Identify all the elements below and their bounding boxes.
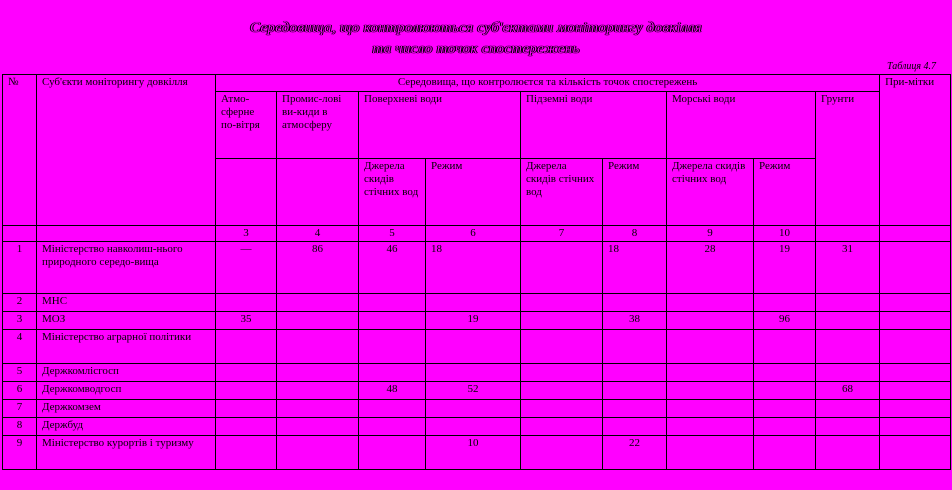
cell-sea-regime: [754, 330, 816, 364]
cell-ground-sources: [521, 418, 603, 436]
cell-surface-sources: [359, 364, 426, 382]
table-row: [3, 418, 951, 436]
cell-soils: 68: [816, 382, 880, 400]
cell-sea-sources: [667, 330, 754, 364]
header-subject: Суб'єкти моніторингу довкілля: [37, 75, 216, 226]
cell-surface-sources: 48: [359, 382, 426, 400]
table-label: Таблиця 4.7: [887, 61, 936, 72]
row-no: 3: [3, 312, 37, 330]
row-no: 2: [3, 294, 37, 312]
cell-ground-regime: 22: [603, 436, 667, 470]
header-soils: Грунти: [816, 92, 880, 226]
header-environments-group: Середовища, що контролюєтся та кількість точок спостережень: [216, 75, 880, 92]
cell-sea-regime: [754, 436, 816, 470]
cell-soils: [816, 294, 880, 312]
cell-notes: [880, 312, 951, 330]
table-row: [3, 400, 951, 418]
cell-ground-regime: [603, 294, 667, 312]
table-row: [3, 312, 951, 330]
cell-atmosphere: [216, 382, 277, 400]
cell-notes: [880, 418, 951, 436]
row-subject: МОЗ: [37, 312, 216, 330]
row-no: 7: [3, 400, 37, 418]
cell-sea-regime: 19: [754, 242, 816, 294]
cell-notes: [880, 242, 951, 294]
cell-ground-sources: [521, 382, 603, 400]
column-number: 10: [754, 226, 816, 242]
row-subject: Держкомзем: [37, 400, 216, 418]
cell-sea-regime: [754, 418, 816, 436]
row-no: 6: [3, 382, 37, 400]
cell-soils: [816, 400, 880, 418]
cell-soils: 31: [816, 242, 880, 294]
row-subject: Держбуд: [37, 418, 216, 436]
cell-atmosphere: [216, 418, 277, 436]
row-subject: Міністерство курортів і туризму: [37, 436, 216, 470]
title-line-2: та число точок спостережень: [372, 41, 580, 57]
document-title: [0, 18, 952, 60]
cell-sea-sources: [667, 436, 754, 470]
header-ground-regime: Режим: [603, 159, 667, 226]
cell-atmosphere: [216, 294, 277, 312]
table-row: [3, 436, 951, 470]
cell-sea-regime: [754, 294, 816, 312]
cell-ground-sources: [521, 294, 603, 312]
cell-atmosphere: [216, 330, 277, 364]
cell-sea-regime: [754, 364, 816, 382]
row-no: 5: [3, 364, 37, 382]
cell-ground-sources: [521, 312, 603, 330]
cell-ground-sources: [521, 242, 603, 294]
cell-surface-regime: [426, 418, 521, 436]
table-row: [3, 330, 951, 364]
table-row: [3, 382, 951, 400]
cell-surface-sources: [359, 436, 426, 470]
cell-sea-sources: [667, 382, 754, 400]
table-row: [3, 242, 951, 294]
cell-emissions: 86: [277, 242, 359, 294]
cell-surface-sources: 46: [359, 242, 426, 294]
cell-atmosphere: [216, 436, 277, 470]
header-ground-waters: Підземні води: [521, 92, 667, 159]
cell-surface-regime: 52: [426, 382, 521, 400]
table-row: [3, 294, 951, 312]
row-subject: Міністерство аграрної політики: [37, 330, 216, 364]
cell-emissions: [277, 436, 359, 470]
cell-notes: [880, 294, 951, 312]
cell-sea-regime: 96: [754, 312, 816, 330]
cell-soils: [816, 418, 880, 436]
cell-ground-regime: [603, 330, 667, 364]
cell-notes: [880, 364, 951, 382]
header-sea-regime: Режим: [754, 159, 816, 226]
cell-sea-sources: [667, 312, 754, 330]
cell-atmosphere: [216, 400, 277, 418]
cell-emissions: [277, 418, 359, 436]
cell-sea-sources: [667, 418, 754, 436]
title-line-1: Середовища, що контролюються суб'єктами моніторингу довкілля: [250, 20, 702, 36]
cell-notes: [880, 330, 951, 364]
cell-soils: [816, 364, 880, 382]
column-number: 6: [426, 226, 521, 242]
cell-soils: [816, 436, 880, 470]
cell-ground-regime: [603, 382, 667, 400]
table-row: [3, 364, 951, 382]
cell-atmosphere: —: [216, 242, 277, 294]
cell-notes: [880, 400, 951, 418]
cell-surface-regime: 18: [426, 242, 521, 294]
header-surface-waters: Поверхневі води: [359, 92, 521, 159]
header-sea-sources: Джерела скидів стічних вод: [667, 159, 754, 226]
cell-ground-regime: [603, 400, 667, 418]
header-emissions: Промис-лові ви-киди в атмосферу: [277, 92, 359, 159]
cell-surface-sources: [359, 312, 426, 330]
column-number: 3: [216, 226, 277, 242]
cell-notes: [880, 436, 951, 470]
header-sea-waters: Морські води: [667, 92, 816, 159]
header-row-1: [3, 75, 951, 92]
cell-surface-sources: [359, 400, 426, 418]
header-surface-sources: Джерела скидів стічних вод: [359, 159, 426, 226]
cell-sea-sources: 28: [667, 242, 754, 294]
cell-ground-sources: [521, 400, 603, 418]
cell-surface-sources: [359, 294, 426, 312]
cell-emissions: [277, 400, 359, 418]
cell-surface-sources: [359, 418, 426, 436]
cell-ground-sources: [521, 330, 603, 364]
column-number: 7: [521, 226, 603, 242]
cell-surface-regime: [426, 364, 521, 382]
column-number-row: [3, 226, 951, 242]
cell-surface-regime: [426, 400, 521, 418]
cell-emissions: [277, 294, 359, 312]
row-subject: Міністерство навколиш-нього природного середо-вища: [37, 242, 216, 294]
header-atmosphere: Атмо-сферне по-вітря: [216, 92, 277, 159]
column-number: 8: [603, 226, 667, 242]
cell-sea-regime: [754, 400, 816, 418]
row-no: 1: [3, 242, 37, 294]
cell-sea-regime: [754, 382, 816, 400]
row-subject: Держкомлісгосп: [37, 364, 216, 382]
cell-surface-regime: 10: [426, 436, 521, 470]
column-number: 4: [277, 226, 359, 242]
cell-surface-regime: [426, 330, 521, 364]
row-no: 8: [3, 418, 37, 436]
header-ground-sources: Джерела скидів стічних вод: [521, 159, 603, 226]
cell-ground-regime: [603, 418, 667, 436]
cell-emissions: [277, 312, 359, 330]
row-subject: МНС: [37, 294, 216, 312]
cell-ground-regime: 38: [603, 312, 667, 330]
cell-surface-regime: 19: [426, 312, 521, 330]
cell-sea-sources: [667, 294, 754, 312]
cell-ground-regime: 18: [603, 242, 667, 294]
cell-atmosphere: 35: [216, 312, 277, 330]
column-number: 5: [359, 226, 426, 242]
cell-ground-sources: [521, 436, 603, 470]
cell-atmosphere: [216, 364, 277, 382]
cell-ground-regime: [603, 364, 667, 382]
header-notes: При-мітки: [880, 75, 951, 226]
cell-soils: [816, 330, 880, 364]
row-no: 4: [3, 330, 37, 364]
header-surface-regime: Режим: [426, 159, 521, 226]
cell-emissions: [277, 364, 359, 382]
cell-ground-sources: [521, 364, 603, 382]
cell-soils: [816, 312, 880, 330]
cell-sea-sources: [667, 400, 754, 418]
row-subject: Держкомводгосп: [37, 382, 216, 400]
monitoring-table: [2, 74, 951, 470]
cell-emissions: [277, 382, 359, 400]
cell-surface-regime: [426, 294, 521, 312]
cell-sea-sources: [667, 364, 754, 382]
column-number: 9: [667, 226, 754, 242]
cell-emissions: [277, 330, 359, 364]
header-no: №: [3, 75, 37, 226]
row-no: 9: [3, 436, 37, 470]
cell-notes: [880, 382, 951, 400]
cell-surface-sources: [359, 330, 426, 364]
